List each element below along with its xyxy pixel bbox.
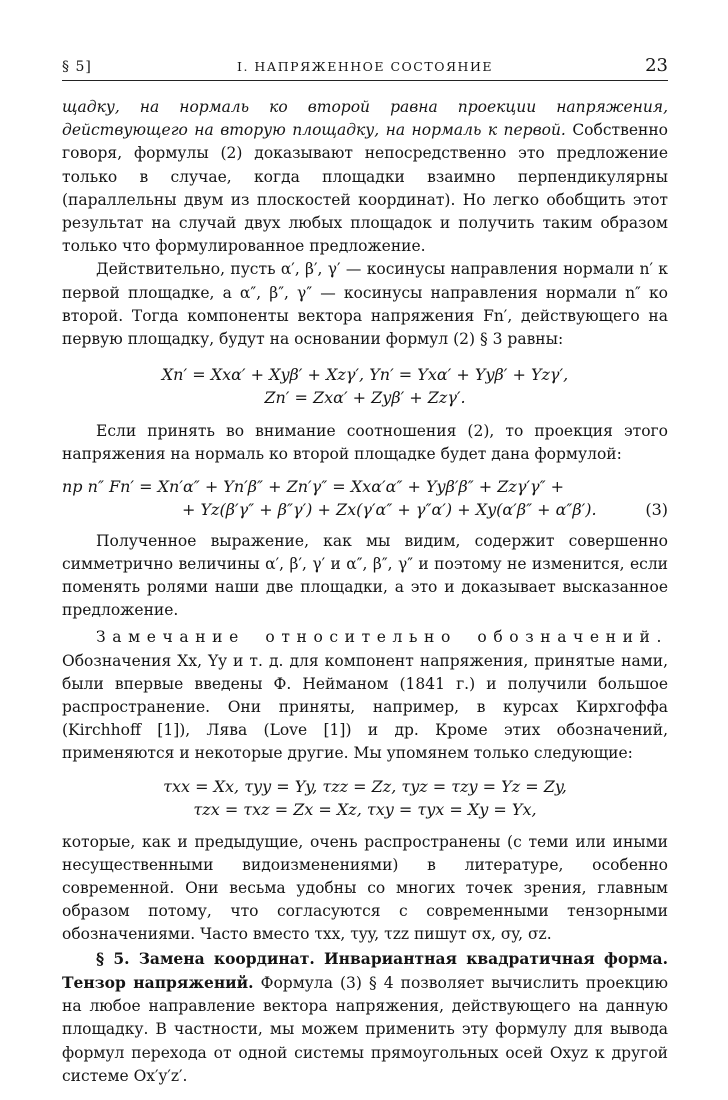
formula-stress-components (62, 363, 668, 409)
header-rule (62, 80, 668, 81)
formula-line: пр n″ Fn′ = Xn′α″ + Yn′β″ + Zn′γ″ = Xxα′α″ + Yyβ′β″ + Zzγ′γ″ + (62, 476, 565, 496)
paragraph-projection: Если принять во внимание соотношения (2), то проекция этого напряжения на нормаль ко второй площадке будет дана формулой: (62, 422, 668, 464)
formula-line: Xn′ = Xxα′ + Xyβ′ + Xzγ′, Yn′ = Yxα′ + Yyβ′ + Yzγ′, (161, 365, 569, 385)
formula-line: τzx = τxz = Zx = Xz, τxy = τyx = Xy = Yx, (193, 799, 537, 819)
header-section-ref: § 5] (62, 59, 92, 75)
formula-tau-notation (62, 775, 668, 821)
paragraph-text: Обозначения Xx, Yy и т. д. для компонент напряжения, принятые нами, были впервые введены Ф. Нейманом (1841 г.) и получили большое распространение. Они приняты, например, в курсах Кирхгоффа (Kirchhoff [1]), Лява (Love [1]) и др. Кроме этих обозначений, применяются и некоторые другие. Мы упомянем только следующие: (62, 651, 668, 763)
formula-line: + Yz(β′γ″ + β″γ′) + Zx(γ′α″ + γ″α′) + Xy(α′β″ + α″β′). (182, 499, 597, 519)
remark-heading: Замечание относительно обозначений. (96, 628, 668, 647)
paragraph-symmetry: Полученное выражение, как мы видим, содержит совершенно симметрично величины α′, β′, γ′ и α″, β″, γ″ и поэтому не изменится, если поменять ролями наши две площадки, а это и доказывает высказанное предложение. (62, 531, 668, 620)
equation-number: (3) (645, 499, 668, 519)
paragraph-continuation (62, 96, 668, 258)
section-5 (62, 947, 668, 1088)
paragraph-cosines: Действительно, пусть α′, β′, γ′ — косинусы направления нормали n′ к первой площадке, а α″, β″, γ″ — косинусы направления нормали n″ ко второй. Тогда компоненты вектора напряжения Fn′, действующего на первую площадку, будут на основании формул (2) § 3 равны: (62, 260, 668, 349)
header-chapter-title: I. НАПРЯЖЕННОЕ СОСТОЯНИЕ (237, 59, 493, 74)
paragraph-notation-remark (62, 626, 668, 765)
page-number: 23 (645, 55, 668, 76)
formula-line: Zn′ = Zxα′ + Zyβ′ + Zzγ′. (264, 388, 466, 408)
section-heading: § 5. Замена координат. Инвариантная квадратичная форма. Тензор напряжений. (62, 948, 668, 992)
page-body (62, 96, 668, 1088)
paragraph-text: Формула (3) § 4 позволяет вычислить проекцию на любое направление вектора напряжения, действующего на данную площадку. В частности, мы можем применить эту формулу для вывода формул перехода от одной системы прямоугольных осей Oxyz к другой системе Ox′y′z′. (62, 973, 668, 1085)
paragraph-notation-usage: которые, как и предыдущие, очень распространены (с теми или иными несущественными видоизменениями) в литературе, особенно современной. Они весьма удобны со многих точек зрения, главным образом потому, что согласуются с современными тензорными обозначениями. Часто вместо τxx, τyy, τzz пишут σx, σy, σz. (62, 832, 668, 944)
formula-line: τxx = Xx, τyy = Yy, τzz = Zz, τyz = τzy = Yz = Zy, (163, 776, 567, 796)
paragraph-text: Собственно говоря, формулы (2) доказывают непосредственно это предложение только в случае, когда площадки взаимно перпендикулярны (параллельны двум из плоскостей координат). Но легко обобщить этот результат на случай двух любых площадок и получить таким образом только что формулированное предложение. (62, 121, 668, 256)
italic-statement: щадку, на нормаль ко второй равна проекции напряжения, действующего на вторую площадку, на нормаль к первой. (62, 98, 668, 140)
formula-3 (62, 475, 668, 521)
running-header (62, 57, 668, 79)
